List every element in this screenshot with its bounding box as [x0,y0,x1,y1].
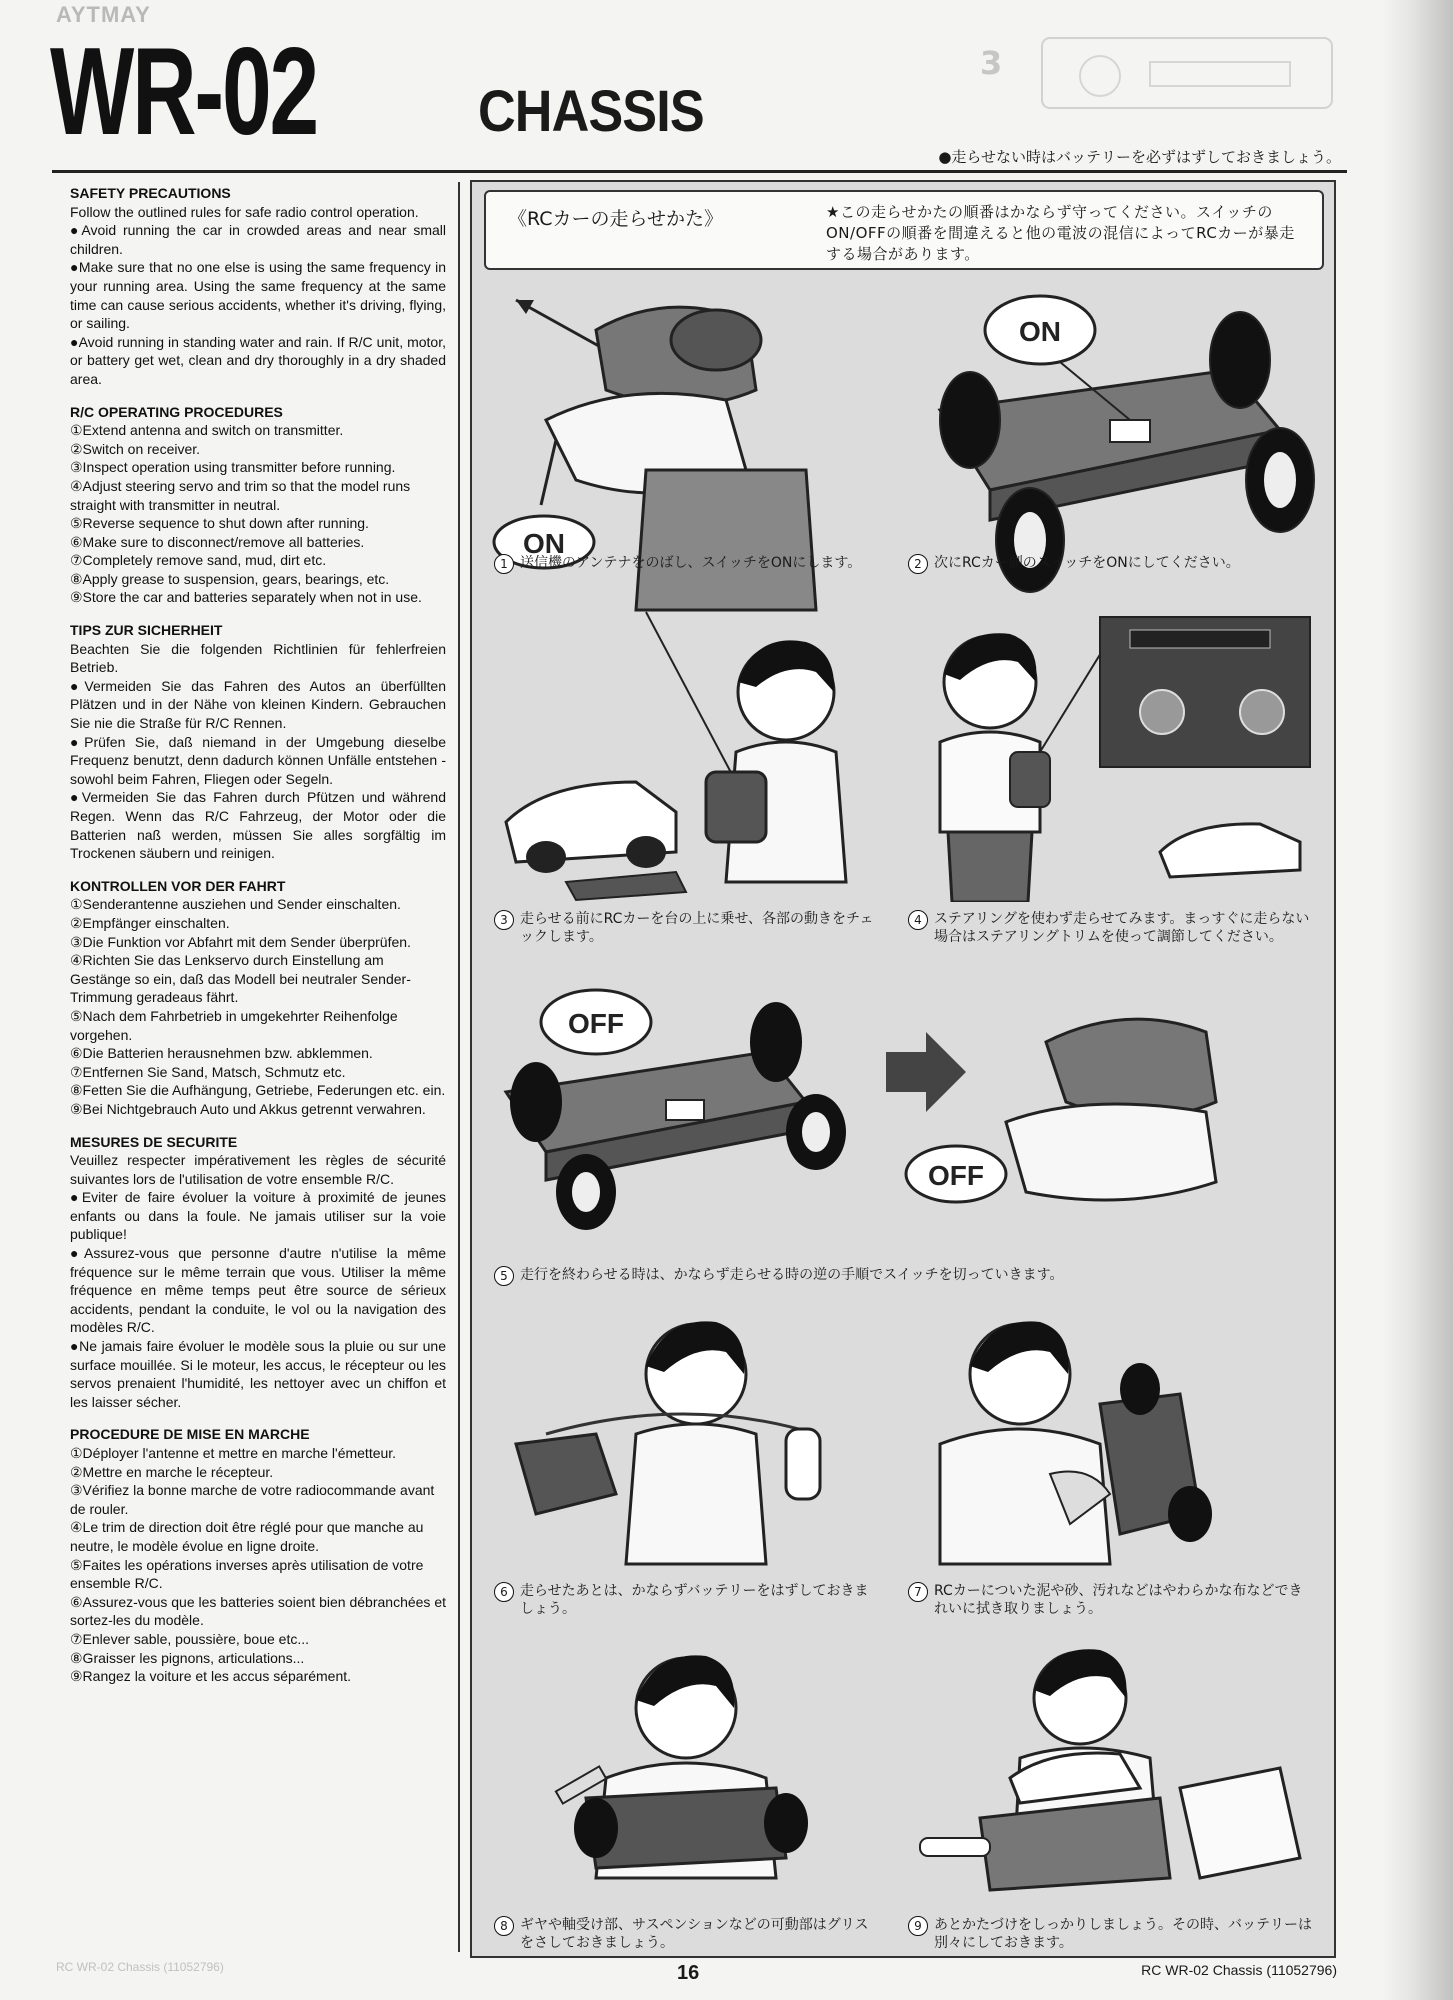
text-line: ●Avoid running the car in crowded areas and near small children. [70,222,446,257]
text-line: ①Déployer l'antenne et mettre en marche l'émetteur. [70,1445,397,1461]
text-line: ●Assurez-vous que personne d'autre n'utilise la même fréquence sur le même terrain que vous. Utiliser la même fréquence en même temps peut être source de sérieux accidents, pendant la conduite, le vol ou la navigation des modèles R/C. [70,1245,446,1336]
step-text: 走らせる前にRCカーを台の上に乗せ、各部の動きをチェックします。 [520,911,874,945]
step-4 [908,910,1318,946]
text-line: Follow the outlined rules for safe radio control operation. [70,203,419,220]
text-line: ●Ne jamais faire évoluer le modèle sous la pluie ou sur une surface mouillée. Si le moteur, les accus, le récepteur ou les servos prenaient l'humidité, les nettoyer avec un chiffon et les laisser sécher. [70,1338,446,1410]
switch-off-illustration [486,982,1316,1232]
step-text: 走らせたあとは、かならずバッテリーをはずしておきましょう。 [520,1583,869,1617]
step-6 [494,1582,884,1618]
sicherheit-section [70,621,446,863]
step-5 [494,1266,1314,1286]
text-line: ④Richten Sie das Lenkservo durch Einstellung am Gestänge so ein, daß das Modell bei neutraler Sender-Trimmung geradeaus fährt. [70,952,411,1006]
text-line: ⑧Apply grease to suspension, gears, bearings, etc. [70,570,390,587]
bleed-through-diagram [1040,36,1340,116]
text-line: ⑧Graisser les pignons, articulations... [70,1649,305,1666]
text-line: ●Prüfen Sie, daß niemand in der Umgebung dieselbe Frequenz benutzt, denn dadurch können Unfälle entstehen - sowohl beim Fahren, Fliegen oder Segeln. [70,733,446,787]
section-title: PROCEDURE DE MISE EN MARCHE [70,1426,310,1443]
text-line: ⑤Reverse sequence to shut down after running. [70,515,369,532]
securite-section [70,1133,446,1412]
operating-section [70,403,446,608]
text-line: ⑦Completely remove sand, mud, dirt etc. [70,552,327,569]
step-number-ghost: 3 [980,44,1003,82]
section-title: TIPS ZUR SICHERHEIT [70,622,223,639]
text-line: ⑥Make sure to disconnect/remove all batteries. [70,533,365,550]
step-number: 2 [908,554,928,574]
page-edge-shadow [1383,0,1453,2000]
text-line: ②Mettre en marche le récepteur. [70,1463,274,1480]
step-number: 1 [494,554,514,574]
text-line: ⑥Die Batterien herausnehmen bzw. abklemmen. [70,1045,373,1062]
section-title: SAFETY PRECAUTIONS [70,185,231,201]
chassis-subtitle: CHASSIS [478,79,704,144]
header-rule [52,170,1347,173]
text-line: ⑨Store the car and batteries separately when not in use. [70,589,422,606]
text-line: ●Make sure that no one else is using the same frequency in your running area. Using the same frequency at the same time can cause serious accidents, whether it's driving, flying, or sailing. [70,259,446,332]
greasing-illustration [486,1628,896,1898]
model-title: WR-02 [50,23,317,161]
text-line: ③Die Funktion vor Abfahrt mit dem Sender überprüfen. [70,933,411,950]
text-line: ④Adjust steering servo and trim so that the model runs straight with transmitter in neutral. [70,477,411,513]
on-bubble-label: ON [523,528,565,559]
step-text: 次にRCカー側のスイッチをONにしてください。 [934,555,1240,571]
step-9 [908,1916,1318,1952]
safety-section [70,184,446,389]
text-line: ①Extend antenna and switch on transmitter. [70,422,344,439]
text-line: ①Senderantenne ausziehen und Sender einschalten. [70,896,401,913]
text-line: ⑤Nach dem Fahrbetrieb in umgekehrter Reihenfolge vorgehen. [70,1007,398,1043]
procedure-section [70,1425,446,1685]
text-line: ●Avoid running in standing water and rain. If R/C unit, motor, or battery get wet, clean and dry thoroughly in a dry shaded area. [70,333,446,387]
section-title: KONTROLLEN VOR DER FAHRT [70,877,286,894]
remove-battery-illustration [486,1294,896,1574]
transmitter-on-illustration [486,270,896,630]
text-line: Veuillez respecter impérativement les règles de sécurité suivantes lors de l'utilisation de votre ensemble R/C. [70,1152,446,1187]
text-line: ⑦Enlever sable, poussière, boue etc... [70,1630,310,1647]
step-text: 送信機のアンテナをのばし、スイッチをONにします。 [520,555,862,571]
text-line: ●Eviter de faire évoluer la voiture à proximité de jeunes enfants ou dans la foule. Ne jamais utiliser sur la voie publique! [70,1189,446,1243]
footer-reference: RC WR-02 Chassis (11052796) [1141,1962,1337,1978]
text-line: ④Le trim de direction doit être réglé pour que manche au neutre, le modèle évolue en ligne droite. [70,1519,424,1554]
text-line: ③Inspect operation using transmitter before running. [70,459,396,476]
on-bubble-label: ON [1019,316,1061,347]
text-line: ②Switch on receiver. [70,440,201,457]
step-1 [494,554,884,574]
text-line: ●Vermeiden Sie das Fahren durch Pfützen und während Regen. Wenn das R/C Fahrzeug, der Motor oder die Batterien naß werden, müssen Sie alles sorgfältig im Trockenen säubern und reinigen. [70,789,446,862]
step-text: ギヤや軸受け部、サスペンションなどの可動部はグリスをさしておきましょう。 [520,1917,869,1951]
footer-ghost-text: RC WR-02 Chassis (11052796) [56,1960,224,1974]
step-8 [494,1916,884,1952]
car-on-illustration [900,270,1320,630]
text-line: ⑤Faites les opérations inverses après utilisation de votre ensemble R/C. [70,1556,424,1592]
text-line: Beachten Sie die folgenden Richtlinien für fehlerfreien Betrieb. [70,640,446,676]
step-number: 7 [908,1582,928,1602]
operation-steps-panel [470,180,1336,1958]
panel-warning: ★この走らせかたの順番はかならず守ってください。スイッチのON/OFFの順番を間違えると他の電波の混信によってRCカーが暴走する場合があります。 [826,203,1295,263]
boy-checking-car-illustration [486,602,896,902]
panel-title: 《RCカーの走らせかた》 [508,208,723,230]
step-text: RCカーについた泥や砂、汚れなどはやわらかな布などできれいに拭き取りましょう。 [934,1583,1303,1617]
step-2 [908,554,1318,574]
section-title: R/C OPERATING PROCEDURES [70,403,283,420]
text-line: ⑦Entfernen Sie Sand, Matsch, Schmutz etc. [70,1063,346,1080]
text-line: ⑥Assurez-vous que les batteries soient bien débranchées et sortez-les du modèle. [70,1593,446,1629]
precautions-column [70,184,446,1700]
text-line: ②Empfänger einschalten. [70,914,230,931]
step-text: ステアリングを使わず走らせてみます。まっすぐに走らない場合はステアリングトリムを使って調節してください。 [934,911,1310,945]
step-text: 走行を終わらせる時は、かならず走らせる時の逆の手順でスイッチを切っていきます。 [520,1267,1064,1283]
text-line: ③Vérifiez la bonne marche de votre radiocommande avant de rouler. [70,1482,435,1517]
step-text: あとかたづけをしっかりしましょう。その時、バッテリーは別々にしておきます。 [934,1917,1312,1951]
text-line: ●Vermeiden Sie das Fahren des Autos an überfüllten Plätzen und in der Nähe von kleinen Kindern. Gebrauchen Sie nie die Straße für R/C Rennen. [70,677,446,732]
storing-illustration [900,1628,1320,1898]
text-line: ⑨Bei Nichtgebrauch Auto und Akkus getrennt verwahren. [70,1100,426,1117]
text-line: ⑨Rangez la voiture et les accus séparément. [70,1668,352,1685]
step-3 [494,910,884,946]
step-number: 8 [494,1916,514,1936]
boy-steering-test-illustration [900,602,1320,902]
battery-removal-note: ●走らせない時はバッテリーを必ずはずしておきましょう。 [938,148,1341,166]
section-title: MESURES DE SECURITE [70,1133,238,1150]
kontrollen-section [70,877,446,1119]
off-bubble-label: OFF [928,1160,984,1191]
step-7 [908,1582,1318,1618]
off-bubble-label: OFF [568,1008,624,1039]
step-number: 9 [908,1916,928,1936]
step-number: 4 [908,910,928,930]
step-number: 6 [494,1582,514,1602]
step-number: 3 [494,910,514,930]
text-line: ⑧Fetten Sie die Aufhängung, Getriebe, Federungen etc. ein. [70,1082,446,1099]
page-number: 16 [677,1962,700,1984]
panel-title-box [484,190,1324,270]
cleaning-car-illustration [900,1294,1320,1574]
brand-mark: AYTMAY [56,2,151,27]
column-divider [458,182,460,1952]
step-number: 5 [494,1266,514,1286]
